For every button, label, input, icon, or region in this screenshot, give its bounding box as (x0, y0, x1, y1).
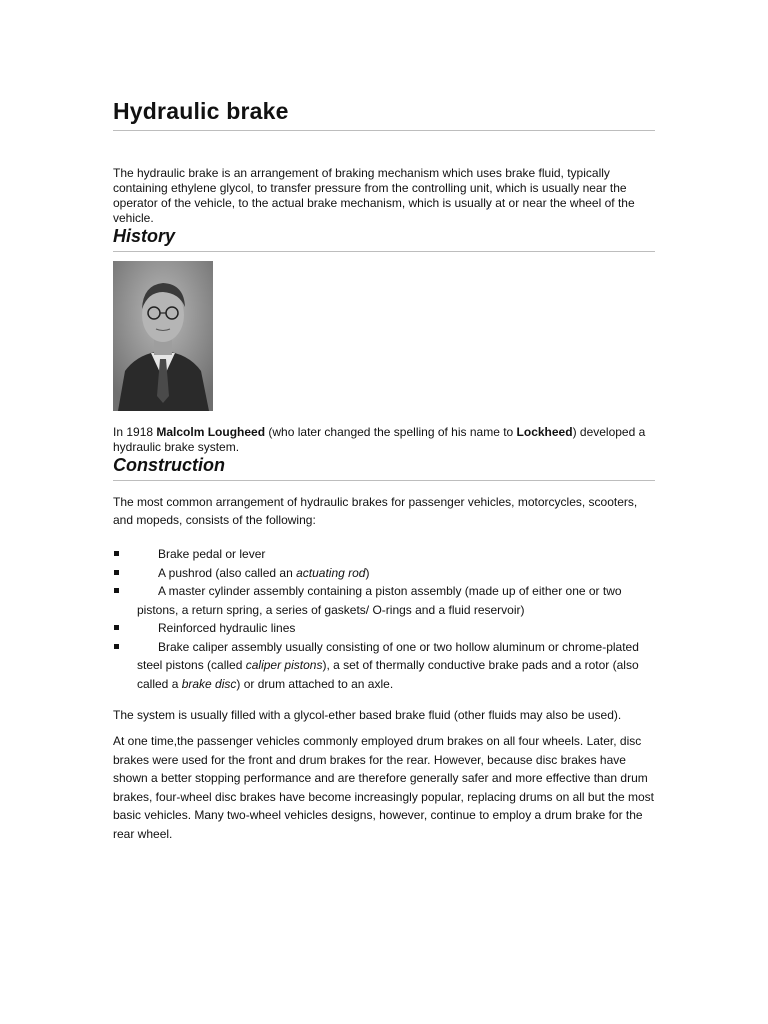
list-item-text: ) (365, 565, 370, 580)
list-item-text: A master cylinder assembly containing a piston assembly (made up of either one or two pistons, a return spring, a series of gaskets/ O-rings and a fluid reservoir) (137, 584, 622, 617)
history-text-after: ) developed a hydraulic brake system. (113, 425, 646, 454)
list-item-emphasis: brake disc (181, 676, 237, 691)
history-name: Malcolm Lougheed (156, 425, 266, 439)
portrait-photo (113, 261, 213, 411)
list-item-text: Brake caliper assembly usually consisting of one or two hollow aluminum or chrome-plated steel pistons (called (137, 639, 639, 672)
history-paragraph (113, 425, 655, 455)
list-item-text: ) or drum attached to an axle. (236, 676, 394, 691)
portrait-image (113, 261, 213, 411)
brake-fluid-paragraph: The system is usually filled with a glycol-ether based brake fluid (other fluids may also be used). (113, 708, 622, 722)
history-text-middle: (who later changed the spelling of his name to (265, 425, 517, 439)
bullet-icon (114, 644, 119, 649)
article-content (113, 98, 655, 843)
drum-brakes-paragraph: At one time,the passenger vehicles commonly employed drum brakes on all four wheels. Later, disc brakes were used for the front and drum brakes for the rear. However, because disc brakes have shown a better stopping performance and are therefore generally safer and more effective than drum brakes, four-wheel disc brakes have become increasingly popular, replacing drums on all but the most basic vehicles. Many two-wheel vehicles designs, however, continue to employ a drum brake for the rear wheel. (113, 734, 654, 841)
list-item (113, 545, 655, 564)
components-list (113, 545, 655, 693)
bullet-icon (114, 570, 119, 575)
history-name-changed: Lockheed (516, 425, 573, 439)
page-title: Hydraulic brake (113, 98, 655, 131)
construction-intro: The most common arrangement of hydraulic brakes for passenger vehicles, motorcycles, scooters, and mopeds, consists of the following: (113, 495, 638, 527)
bullet-icon (114, 625, 119, 630)
list-item (113, 619, 655, 638)
history-text-before: In 1918 (113, 425, 157, 439)
intro-paragraph: The hydraulic brake is an arrangement of braking mechanism which uses brake fluid, typically containing ethylene glycol, to transfer pressure from the controlling unit, which is usually near the operator of the vehicle, to the actual brake mechanism, which is usually at or near the wheel of the vehicle. (113, 166, 635, 225)
list-item-text: A pushrod (also called an (158, 565, 297, 580)
list-item (113, 638, 655, 694)
bullet-icon (114, 588, 119, 593)
list-item-text: ), a set of thermally conductive brake pads and a rotor (also called a (137, 658, 639, 691)
list-item (113, 564, 655, 583)
list-item-emphasis: actuating rod (296, 565, 366, 580)
list-item-text: Reinforced hydraulic lines (158, 621, 296, 635)
list-item-emphasis: caliper pistons (245, 658, 323, 672)
list-item-text: Brake pedal or lever (158, 547, 266, 561)
bullet-icon (114, 551, 119, 556)
construction-heading: Construction (113, 455, 655, 481)
history-heading: History (113, 226, 655, 252)
list-item (113, 582, 655, 619)
